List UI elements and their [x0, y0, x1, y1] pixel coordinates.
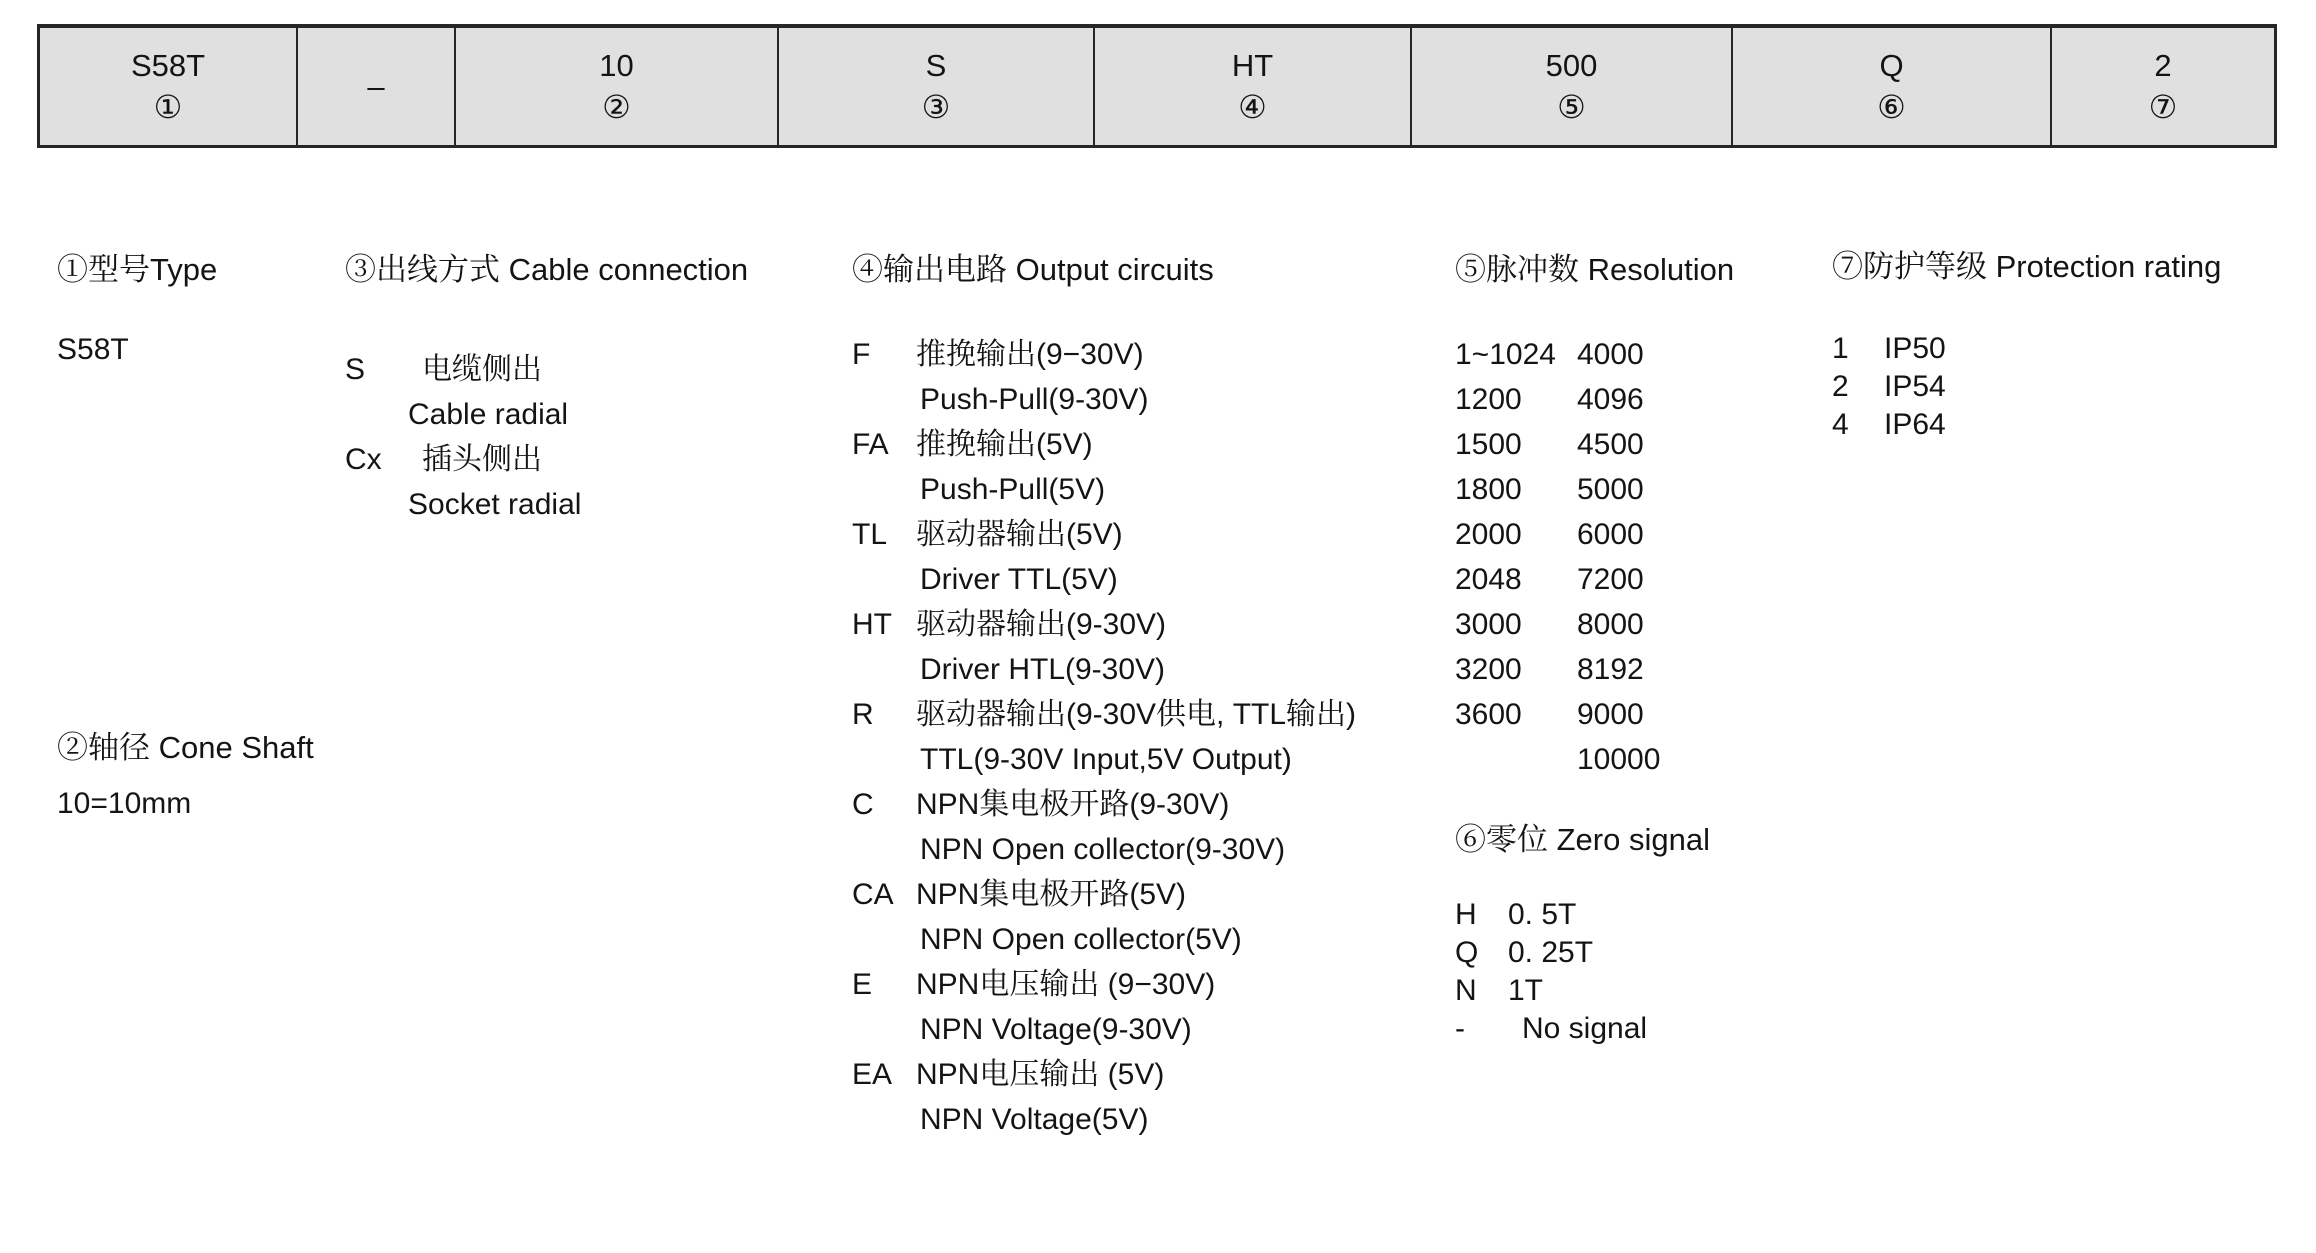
- protection-rating-list: [1832, 330, 2221, 444]
- resolution-value: 2048: [1455, 563, 1522, 596]
- section-type: [57, 250, 217, 370]
- list-item: [852, 782, 1356, 872]
- option-label-en: Socket radial: [408, 488, 582, 521]
- list-item: [1832, 406, 2221, 444]
- cell-index: ①: [153, 88, 183, 125]
- list-item: [1832, 330, 2221, 368]
- option-code: 1: [1832, 332, 1849, 365]
- option-code: HT: [852, 608, 892, 641]
- option-value: No signal: [1522, 1012, 1648, 1045]
- option-label-en: Push-Pull(9-30V): [920, 383, 1149, 416]
- option-value: IP64: [1884, 408, 1946, 441]
- option-value: 0. 25T: [1508, 936, 1594, 969]
- option-code: R: [852, 698, 874, 731]
- option-label-cn: NPN电压输出 (9−30V): [916, 968, 1216, 1001]
- list-item: [345, 347, 748, 437]
- option-code: -: [1455, 1012, 1465, 1045]
- table-cell-resolution: [1410, 28, 1731, 145]
- resolution-value: 3600: [1455, 698, 1522, 731]
- section-title: ④输出电路 Output circuits: [852, 252, 1214, 287]
- section-protection-rating: [1832, 247, 2221, 444]
- option-code: 4: [1832, 408, 1849, 441]
- resolution-value: 4096: [1577, 383, 1644, 416]
- option-label-en: Push-Pull(5V): [920, 473, 1106, 506]
- type-value: S58T: [57, 333, 129, 366]
- list-item: [1455, 1010, 1710, 1048]
- option-code: E: [852, 968, 873, 1001]
- section-title: ⑤脉冲数 Resolution: [1455, 252, 1735, 287]
- section-title: ①型号Type: [57, 252, 218, 287]
- section-title: ⑥零位 Zero signal: [1455, 822, 1710, 857]
- list-item: [852, 1052, 1356, 1142]
- section-cone-shaft: [57, 728, 314, 824]
- output-circuits-list: [852, 332, 1356, 1142]
- cell-index: ⑦: [2148, 88, 2178, 125]
- option-label-en: NPN Open collector(5V): [920, 923, 1242, 956]
- cell-value: 10: [599, 47, 634, 83]
- option-code: Cx: [345, 443, 382, 476]
- option-label-en: NPN Voltage(5V): [920, 1103, 1149, 1136]
- section-title: ⑦防护等级 Protection rating: [1832, 249, 2222, 284]
- table-cell-output: [1093, 28, 1410, 145]
- option-value: 0. 5T: [1508, 898, 1577, 931]
- resolution-value: 8192: [1577, 653, 1644, 686]
- cell-index: ⑤: [1557, 88, 1586, 125]
- resolution-value: 10000: [1577, 743, 1661, 776]
- cable-connection-list: [345, 347, 748, 527]
- resolution-value: 3000: [1455, 608, 1522, 641]
- option-label-cn: 推挽输出(5V): [916, 428, 1093, 461]
- table-cell-zero: [1731, 28, 2050, 145]
- option-code: C: [852, 788, 874, 821]
- option-code: N: [1455, 974, 1477, 1007]
- cell-value: HT: [1231, 47, 1274, 83]
- resolution-value: 1200: [1455, 383, 1522, 416]
- option-value: IP50: [1884, 332, 1946, 365]
- resolution-value: 1~1024: [1455, 338, 1556, 371]
- table-cell-protection: [2050, 28, 2274, 145]
- cell-index: ⑥: [1877, 88, 1906, 125]
- option-value: 1T: [1508, 974, 1544, 1007]
- option-label-en: TTL(9-30V Input,5V Output): [920, 743, 1292, 776]
- list-item: [1832, 368, 2221, 406]
- resolution-value: 6000: [1577, 518, 1644, 551]
- option-label-en: NPN Voltage(9-30V): [920, 1013, 1192, 1046]
- list-item: [1455, 972, 1710, 1010]
- option-label-cn: NPN电压输出 (5V): [916, 1058, 1165, 1091]
- option-value: IP54: [1884, 370, 1946, 403]
- option-code: H: [1455, 898, 1477, 931]
- option-label-cn: 插头侧出: [422, 443, 542, 476]
- list-item: [852, 692, 1356, 782]
- section-output-circuits: [852, 250, 1356, 1142]
- section-resolution: [1455, 250, 1734, 782]
- resolution-table: [1455, 332, 1734, 782]
- resolution-value: 3200: [1455, 653, 1522, 686]
- list-item: [852, 602, 1356, 692]
- cone-shaft-value: 10=10mm: [57, 787, 192, 820]
- option-label-cn: 驱动器输出(5V): [916, 518, 1123, 551]
- option-label-cn: 电缆侧出: [422, 353, 542, 386]
- model-code-table: [37, 24, 2277, 148]
- section-title: ③出线方式 Cable connection: [345, 252, 749, 287]
- cell-index: ③: [921, 88, 951, 125]
- resolution-value: 5000: [1577, 473, 1644, 506]
- option-label-en: Driver TTL(5V): [920, 563, 1118, 596]
- option-label-cn: 驱动器输出(9-30V): [916, 608, 1167, 641]
- table-cell-dash: [296, 28, 454, 145]
- list-item: [345, 437, 748, 527]
- option-code: S: [345, 353, 366, 386]
- resolution-value: 7200: [1577, 563, 1644, 596]
- resolution-value: 9000: [1577, 698, 1644, 731]
- resolution-value: [1455, 737, 1577, 782]
- list-item: [852, 872, 1356, 962]
- section-title: ②轴径 Cone Shaft: [57, 730, 314, 765]
- option-label-cn: 推挽输出(9−30V): [916, 338, 1144, 371]
- section-cable-connection: [345, 250, 748, 527]
- cell-value: –: [367, 68, 385, 104]
- list-item: [1455, 896, 1710, 934]
- table-cell-shaft: [454, 28, 777, 145]
- cell-value: 2: [2154, 47, 2172, 83]
- option-label-cn: NPN集电极开路(9-30V): [916, 788, 1230, 821]
- cell-value: 500: [1545, 47, 1598, 83]
- list-item: [852, 422, 1356, 512]
- cell-value: Q: [1879, 47, 1904, 83]
- option-code: Q: [1455, 936, 1479, 969]
- zero-signal-list: [1455, 896, 1710, 1048]
- resolution-value: 2000: [1455, 518, 1522, 551]
- list-item: [852, 332, 1356, 422]
- table-cell-model: [40, 28, 296, 145]
- option-code: F: [852, 338, 871, 371]
- option-code: TL: [852, 518, 888, 551]
- list-item: [852, 512, 1356, 602]
- option-label-en: Cable radial: [408, 398, 569, 431]
- resolution-value: 4500: [1577, 428, 1644, 461]
- option-code: EA: [852, 1058, 893, 1091]
- cell-index: ④: [1238, 88, 1267, 125]
- option-label-en: NPN Open collector(9-30V): [920, 833, 1286, 866]
- option-code: CA: [852, 878, 894, 911]
- list-item: [1455, 934, 1710, 972]
- option-label-cn: NPN集电极开路(5V): [916, 878, 1187, 911]
- section-zero-signal: [1455, 820, 1710, 1048]
- cell-index: ②: [602, 88, 631, 125]
- resolution-value: 8000: [1577, 608, 1644, 641]
- list-item: [852, 962, 1356, 1052]
- table-cell-cable: [777, 28, 1093, 145]
- resolution-value: 1500: [1455, 428, 1522, 461]
- resolution-value: 1800: [1455, 473, 1522, 506]
- option-label-cn: 驱动器输出(9-30V供电, TTL输出): [916, 698, 1357, 731]
- option-code: 2: [1832, 370, 1849, 403]
- option-label-en: Driver HTL(9-30V): [920, 653, 1166, 686]
- cell-value: S58T: [130, 47, 206, 83]
- option-code: FA: [852, 428, 889, 461]
- cell-value: S: [925, 47, 947, 83]
- resolution-value: 4000: [1577, 338, 1644, 371]
